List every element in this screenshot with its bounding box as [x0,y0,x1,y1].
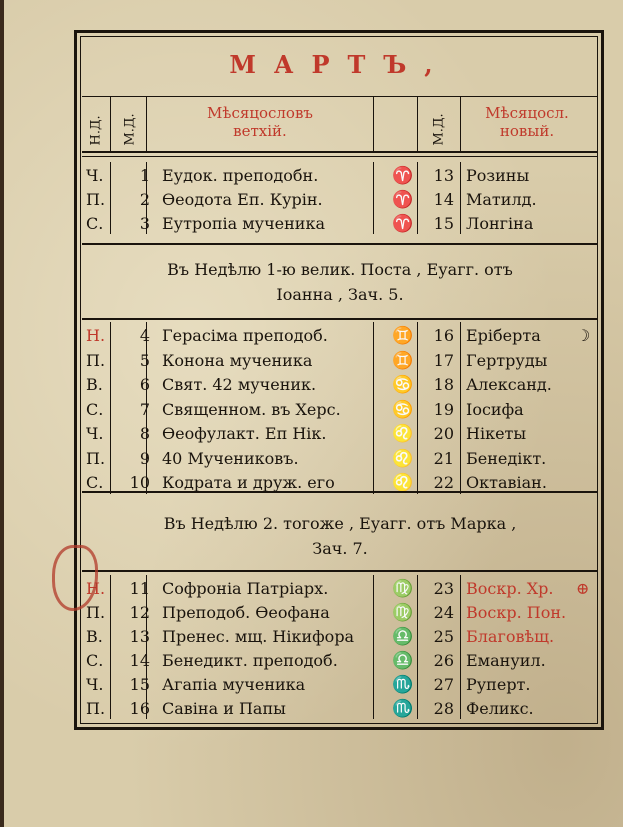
cell-name: Іосифа [466,399,524,419]
note-line: Въ Недѣлю 1-ю велик. Поста , Еуагг. отъ [167,260,513,279]
calendar-row [82,424,598,447]
cell-num2: 23 [433,579,454,598]
cell-sign: ♌ [392,424,414,444]
col-separator [460,575,461,719]
cell-name: Гертруды [466,350,548,370]
cell-name: Феликс. [466,699,534,718]
cell-sign: ♏ [392,699,414,719]
cell-name: Руперт. [466,675,531,694]
divider [82,151,598,153]
cell-name: Розины [466,166,530,185]
cell-name: Емануил. [466,651,546,670]
cell-num2: 25 [433,627,454,646]
cell-day: В. [86,375,103,394]
cell-num2: 20 [433,424,454,443]
cell-day: С. [86,214,104,233]
cell-sign: ♍ [392,579,414,599]
header-new-calendar-line: новый. [499,122,555,140]
col-separator [146,575,147,719]
header-date-new: М.Д. [431,113,447,146]
cell-saint: Ѳеодота Еп. Курін. [162,190,323,209]
col-separator [460,97,461,152]
cell-num: 5 [139,350,150,370]
header-old-calendar-line: ветхій. [233,122,287,140]
cell-sign: ♊ [392,326,414,346]
calendar-row [82,190,598,213]
divider [82,96,598,97]
cell-sign: ♊ [392,350,414,371]
cell-num: 3 [139,214,150,233]
cell-saint: Священном. въ Херс. [162,399,341,419]
cell-day: С. [86,651,104,670]
cell-day: Н. [86,579,106,598]
cell-name: Благовѣщ. [466,627,555,646]
cell-num2: 16 [433,326,454,345]
cell-num2: 27 [433,675,454,694]
col-separator [417,162,418,234]
cell-saint: Конона мученика [162,350,313,370]
cell-saint: Еутропіа мученика [162,214,325,233]
cell-day: П. [86,603,106,622]
col-separator [460,162,461,234]
cell-day: Ч. [86,424,104,443]
cell-num2: 15 [433,214,454,233]
cell-num: 11 [129,579,150,598]
cell-saint: Кодрата и друж. его [162,473,335,492]
cell-num2: 26 [433,651,454,670]
cell-day: С. [86,473,104,492]
note-line: Въ Недѣлю 2. тогожe , Еуагг. отъ Марка , [163,514,517,533]
note-line: Зач. 7. [312,539,368,558]
cell-name: Бенедікт. [466,448,547,468]
cell-sign: ♋ [392,375,414,395]
calendar-row [82,351,598,374]
moon-phase-icon: ☽ [576,326,591,345]
cell-day: П. [86,190,106,209]
divider [82,318,598,320]
col-separator [146,162,147,234]
cell-sign: ♎ [392,651,414,671]
cell-num2: 19 [433,399,454,419]
cell-day: В. [86,627,103,646]
cell-sign: ♈ [392,166,414,186]
divider [82,570,598,572]
col-separator [373,575,374,719]
cell-sign: ♈ [392,214,414,234]
cell-saint: 40 Мучениковъ. [162,448,299,468]
calendar-row [82,449,598,472]
cell-name: Нікеты [466,424,527,443]
cell-saint: Ѳеофулакт. Еп Нік. [162,424,327,443]
note-line: Іоанна , Зач. 5. [276,285,404,304]
cell-sign: ♋ [392,399,414,420]
cell-num2: 28 [433,699,454,718]
cell-saint: Еудок. преподобн. [162,166,319,185]
divider [82,243,598,245]
calendar-row [82,214,598,237]
col-separator [146,322,147,494]
col-separator [146,97,147,152]
cell-num: 16 [129,699,150,718]
col-separator [373,162,374,234]
cell-num: 13 [129,627,150,646]
cell-day: П. [86,699,106,718]
divider [82,491,598,493]
col-separator [417,322,418,494]
cell-num: 2 [139,190,150,209]
calendar-row [82,675,598,698]
cell-sign: ♎ [392,627,414,647]
moon-phase-icon: ⊕ [576,579,590,598]
calendar-row [82,579,598,602]
cell-num: 12 [129,603,150,622]
col-separator [460,322,461,494]
cell-name: Александ. [466,375,552,394]
header-new-calendar [462,104,592,140]
cell-saint: Свят. 42 мученик. [162,375,317,394]
cell-num2: 24 [433,603,454,622]
cell-num: 1 [139,166,150,185]
col-separator [417,575,418,719]
cell-num2: 22 [433,473,454,492]
cell-num: 10 [129,473,150,492]
sunday-note-2 [82,511,598,561]
cell-day: Ч. [86,166,104,185]
cell-num: 4 [139,326,150,345]
cell-name: Октавіан. [466,473,547,492]
cell-sign: ♌ [392,473,414,493]
cell-num2: 17 [433,350,454,370]
calendar-row [82,627,598,650]
cell-name: Лонгіна [466,214,534,233]
calendar-row [82,651,598,674]
cell-num: 9 [139,448,150,468]
cell-saint: Пренес. мщ. Нікифора [162,627,355,646]
cell-saint: Бенедикт. преподоб. [162,651,338,670]
cell-sign: ♈ [392,190,414,210]
cell-saint: Преподоб. Ѳеофана [162,603,330,622]
col-separator [110,162,111,234]
header-old-calendar-line: Мѣсяцословъ [207,104,313,122]
header-new-calendar-line: Мѣсяцосл. [485,104,569,122]
col-separator [110,322,111,494]
cell-day: П. [86,448,106,468]
cell-name: Еріберта [466,326,541,345]
month-title: МАРТЪ, [229,50,451,79]
calendar-row [82,400,598,423]
divider [82,156,598,157]
cell-num2: 21 [433,448,454,468]
cell-saint: Софроніа Патріарх. [162,579,329,598]
calendar-row [82,326,598,349]
cell-sign: ♌ [392,448,414,469]
calendar-row [82,699,598,722]
cell-name: Матилд. [466,190,537,209]
cell-num: 15 [129,675,150,694]
cell-num2: 14 [433,190,454,209]
cell-day: Ч. [86,675,104,694]
col-separator [373,97,374,152]
header-date-old: М.Д. [122,113,138,146]
cell-saint: Агапіа мученика [162,675,306,694]
calendar-row [82,603,598,626]
cell-saint: Савіна и Папы [162,699,286,718]
col-separator [417,97,418,152]
col-separator [110,575,111,719]
cell-name: Воскр. Пон. [466,603,567,622]
cell-num: 6 [139,375,150,394]
col-separator [373,322,374,494]
cell-name: Воскр. Хр. [466,579,554,598]
cell-saint: Герасіма преподоб. [162,326,328,345]
cell-num: 7 [139,399,150,419]
cell-num2: 18 [433,375,454,394]
calendar-row [82,166,598,189]
cell-day: Н. [86,326,106,345]
sunday-note-1 [82,257,598,307]
cell-day: П. [86,350,106,370]
cell-sign: ♏ [392,675,414,695]
header-day-of-week: Н.Д. [88,115,104,146]
cell-num2: 13 [433,166,454,185]
calendar-row [82,375,598,398]
header-old-calendar [150,104,370,140]
cell-num: 14 [129,651,150,670]
col-separator [110,97,111,152]
cell-num: 8 [139,424,150,443]
cell-sign: ♍ [392,603,414,623]
cell-day: С. [86,399,104,419]
